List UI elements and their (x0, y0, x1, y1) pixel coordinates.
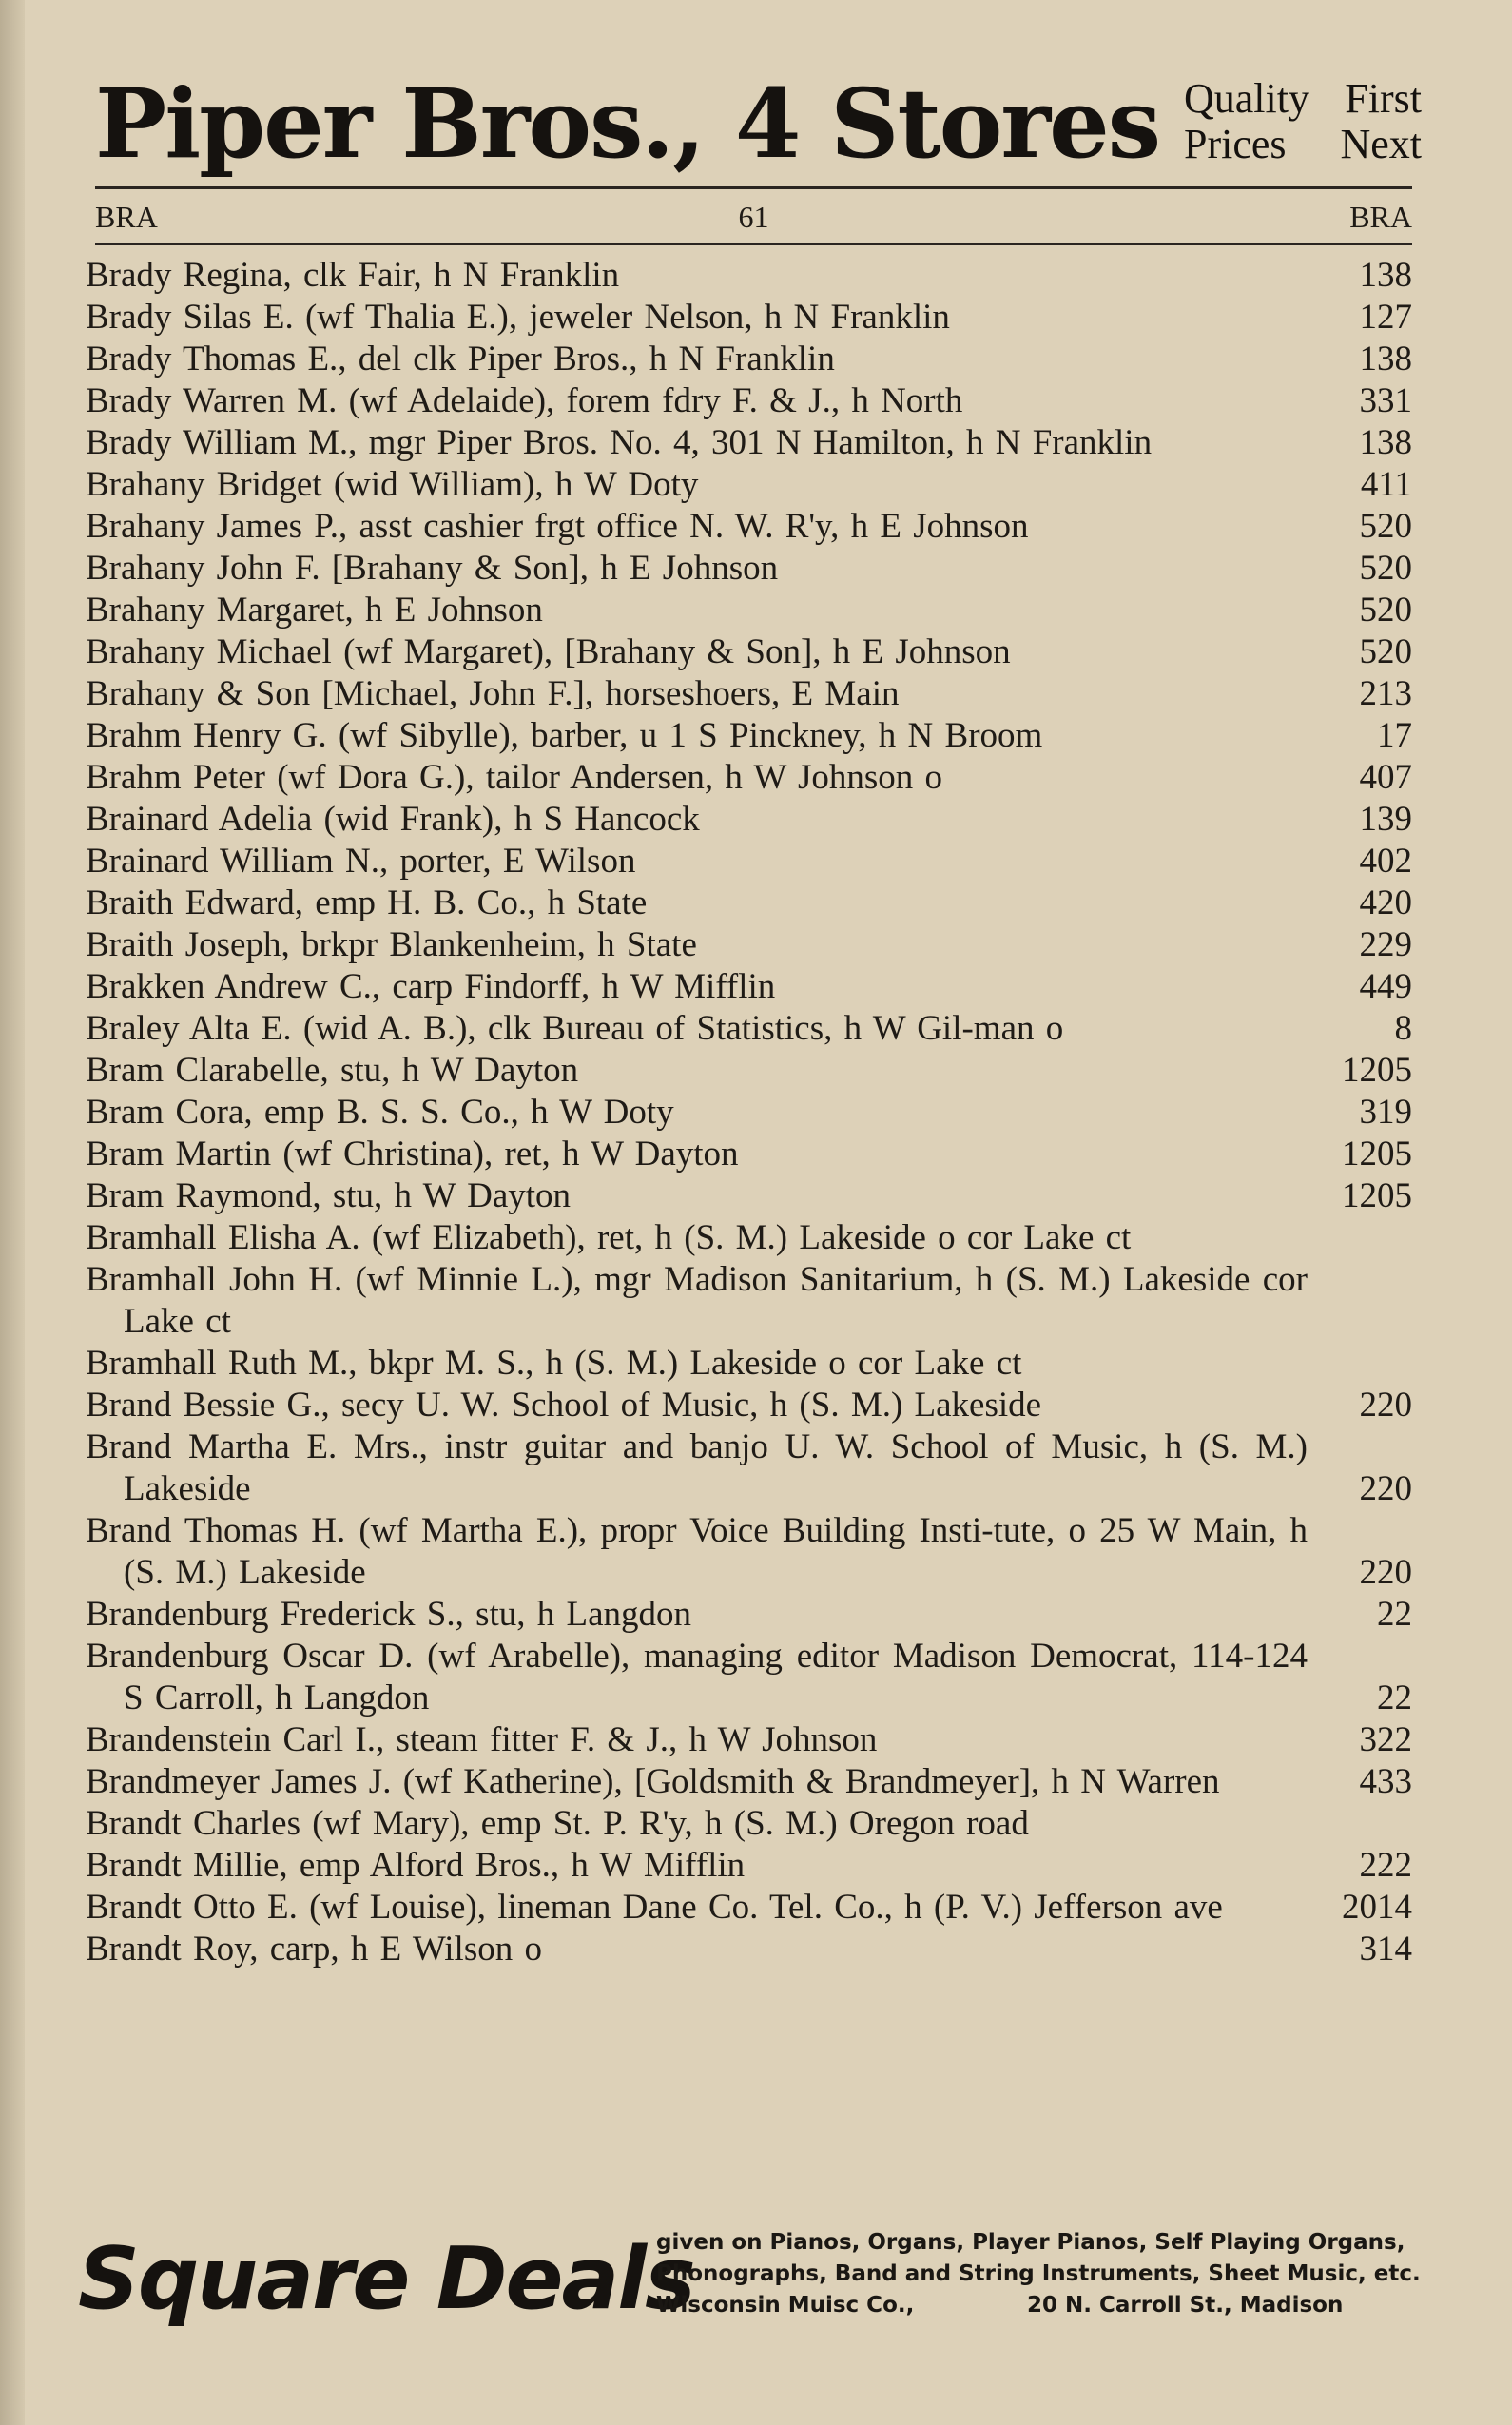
directory-entry (86, 1134, 1412, 1175)
entry-house-number: 402 (1359, 842, 1412, 881)
entry-house-number: 1205 (1342, 1176, 1412, 1215)
directory-entry (86, 590, 1412, 631)
entry-text: Bram Clarabelle, stu, h W Dayton (86, 1051, 579, 1090)
header-ad-title: Piper Bros., 4 Stores (95, 68, 1159, 180)
entry-text: Brady Silas E. (wf Thalia E.), jeweler Nelson, h N Franklin (86, 298, 950, 337)
entry-text: Bramhall John H. (wf Minnie L.), mgr Madison Sanitarium, h (S. M.) Lakeside cor Lake ct (86, 1260, 1308, 1341)
entry-text: Brandt Otto E. (wf Louise), lineman Dane Co. Tel. Co., h (P. V.) Jefferson ave (86, 1888, 1223, 1927)
directory-entry (86, 380, 1412, 422)
entry-house-number: 213 (1359, 674, 1412, 713)
entry-text: Brandenburg Frederick S., stu, h Langdon (86, 1595, 692, 1634)
footer-ad-text (656, 2227, 1421, 2321)
entry-text: Brandmeyer James J. (wf Katherine), [Goldsmith & Brandmeyer], h N Warren (86, 1762, 1220, 1801)
entry-house-number: 520 (1359, 507, 1412, 546)
entry-house-number: 520 (1359, 632, 1412, 671)
footer-ad-slogan: Square Deals (78, 2229, 694, 2329)
motto-word: Prices (1184, 121, 1287, 167)
directory-entry (86, 1217, 1412, 1259)
directory-entry (86, 1929, 1412, 1970)
entry-text: Bram Cora, emp B. S. S. Co., h W Doty (86, 1093, 674, 1132)
directory-entry (86, 1803, 1412, 1845)
entry-text: Brandt Roy, carp, h E Wilson o (86, 1930, 542, 1969)
entry-text: Bramhall Elisha A. (wf Elizabeth), ret, h (S. M.) Lakeside o cor Lake ct (86, 1218, 1132, 1257)
entry-text: Brahany Bridget (wid William), h W Doty (86, 465, 699, 504)
directory-entry (86, 255, 1412, 297)
footer-ad-line-1: given on Pianos, Organs, Player Pianos, Self Playing Organs, (656, 2230, 1405, 2255)
entry-text: Brahany Margaret, h E Johnson (86, 591, 543, 630)
motto-word: Next (1340, 121, 1422, 167)
entry-house-number: 138 (1359, 340, 1412, 378)
entry-text: Brandenburg Oscar D. (wf Arabelle), managing editor Madison Democrat, 114-124 S Carroll, h Langdon (86, 1637, 1308, 1717)
entry-house-number: 322 (1359, 1720, 1412, 1759)
directory-entry (86, 799, 1412, 841)
entry-house-number: 17 (1377, 716, 1412, 755)
entry-house-number: 229 (1359, 925, 1412, 964)
directory-entry (86, 715, 1412, 757)
entry-house-number: 411 (1360, 465, 1412, 504)
entry-text: Brady Warren M. (wf Adelaide), forem fdry F. & J., h North (86, 381, 963, 420)
directory-entry (86, 1175, 1412, 1217)
directory-entry (86, 1510, 1412, 1594)
entry-house-number: 319 (1359, 1093, 1412, 1132)
entry-text: Brainard Adelia (wid Frank), h S Hancock (86, 800, 700, 839)
entry-text: Brahany Michael (wf Margaret), [Brahany & Son], h E Johnson (86, 632, 1011, 671)
directory-entry (86, 631, 1412, 673)
directory-entry (86, 1426, 1412, 1510)
directory-entry (86, 1259, 1412, 1343)
entry-text: Brahany John F. [Brahany & Son], h E Johnson (86, 549, 779, 588)
entry-house-number: 22 (1377, 1595, 1412, 1634)
directory-entry (86, 1385, 1412, 1426)
motto-word: Quality (1184, 75, 1309, 122)
entry-text: Brand Bessie G., secy U. W. School of Music, h (S. M.) Lakeside (86, 1386, 1042, 1425)
entry-house-number: 138 (1359, 256, 1412, 295)
entry-text: Brahany James P., asst cashier frgt office N. W. R'y, h E Johnson (86, 507, 1029, 546)
directory-entry (86, 339, 1412, 380)
entry-house-number: 1205 (1342, 1051, 1412, 1090)
entry-house-number: 420 (1359, 883, 1412, 922)
entry-text: Braley Alta E. (wid A. B.), clk Bureau of Statistics, h W Gil-man o (86, 1009, 1064, 1048)
directory-entry (86, 1008, 1412, 1050)
entry-house-number: 433 (1359, 1762, 1412, 1801)
entry-house-number: 2014 (1342, 1888, 1412, 1927)
entry-text: Bram Martin (wf Christina), ret, h W Dayton (86, 1135, 739, 1174)
footer-ad-company: Wisconsin Muisc Co., (656, 2293, 915, 2318)
directory-entry (86, 1887, 1412, 1929)
entry-house-number: 449 (1359, 967, 1412, 1006)
directory-entry (86, 297, 1412, 339)
entry-text: Braith Edward, emp H. B. Co., h State (86, 883, 648, 922)
entry-text: Brahm Henry G. (wf Sibylle), barber, u 1 S Pinckney, h N Broom (86, 716, 1043, 755)
header-advertisement (95, 67, 1422, 181)
entry-text: Brand Thomas H. (wf Martha E.), propr Voice Building Insti-tute, o 25 W Main, h (S. M.) Lakeside (86, 1511, 1308, 1592)
directory-entry (86, 1050, 1412, 1092)
footer-ad-line-2: Phonographs, Band and String Instruments, Sheet Music, etc. (656, 2261, 1421, 2286)
directory-entry (86, 757, 1412, 799)
entry-house-number: 139 (1359, 800, 1412, 839)
entry-text: Brady William M., mgr Piper Bros. No. 4, 301 N Hamilton, h N Franklin (86, 423, 1153, 462)
entry-house-number: 138 (1359, 423, 1412, 462)
entry-text: Brandt Millie, emp Alford Bros., h W Mifflin (86, 1846, 746, 1885)
entry-house-number: 314 (1359, 1930, 1412, 1969)
directory-entry (86, 548, 1412, 590)
header-rule-top (95, 186, 1412, 189)
entry-text: Brand Martha E. Mrs., instr guitar and banjo U. W. School of Music, h (S. M.) Lakeside (86, 1427, 1308, 1508)
entry-house-number: 22 (1377, 1678, 1412, 1717)
running-head (95, 196, 1412, 238)
page-number: 61 (738, 200, 769, 234)
entry-house-number: 520 (1359, 549, 1412, 588)
entry-house-number: 520 (1359, 591, 1412, 630)
footer-ad-address-line (656, 2290, 1407, 2321)
entry-house-number: 220 (1359, 1469, 1412, 1508)
entry-text: Brahm Peter (wf Dora G.), tailor Andersen, h W Johnson o (86, 758, 943, 797)
directory-entry (86, 1636, 1412, 1719)
directory-entry (86, 1719, 1412, 1761)
header-ad-motto (1184, 76, 1422, 167)
entry-text: Brainard William N., porter, E Wilson (86, 842, 636, 881)
entry-text: Brakken Andrew C., carp Findorff, h W Mifflin (86, 967, 776, 1006)
directory-entries (86, 255, 1412, 1970)
directory-entry (86, 1845, 1412, 1887)
entry-house-number: 407 (1359, 758, 1412, 797)
entry-house-number: 222 (1359, 1846, 1412, 1885)
entry-text: Bram Raymond, stu, h W Dayton (86, 1176, 572, 1215)
directory-entry (86, 966, 1412, 1008)
directory-entry (86, 1594, 1412, 1636)
entry-text: Bramhall Ruth M., bkpr M. S., h (S. M.) Lakeside o cor Lake ct (86, 1344, 1022, 1383)
entry-text: Brahany & Son [Michael, John F.], horseshoers, E Main (86, 674, 900, 713)
entry-house-number: 8 (1394, 1009, 1412, 1048)
directory-entry (86, 1092, 1412, 1134)
directory-entry (86, 464, 1412, 506)
entry-house-number: 127 (1359, 298, 1412, 337)
running-head-left: BRA (95, 200, 158, 234)
entry-text: Brandt Charles (wf Mary), emp St. P. R'y, h (S. M.) Oregon road (86, 1804, 1029, 1843)
entry-text: Brady Regina, clk Fair, h N Franklin (86, 256, 620, 295)
page-spine-shadow (0, 0, 25, 2425)
entry-house-number: 1205 (1342, 1135, 1412, 1174)
directory-entry (86, 924, 1412, 966)
entry-house-number: 220 (1359, 1553, 1412, 1592)
header-rule-bottom (95, 243, 1412, 245)
footer-advertisement (78, 2208, 1421, 2360)
entry-house-number: 331 (1359, 381, 1412, 420)
running-head-right: BRA (1349, 200, 1412, 234)
entry-house-number: 220 (1359, 1386, 1412, 1425)
directory-entry (86, 1761, 1412, 1803)
directory-entry (86, 841, 1412, 883)
footer-ad-address: 20 N. Carroll St., Madison (1027, 2293, 1344, 2318)
entry-text: Braith Joseph, brkpr Blankenheim, h State (86, 925, 697, 964)
motto-word: First (1345, 75, 1422, 122)
directory-entry (86, 673, 1412, 715)
entry-text: Brady Thomas E., del clk Piper Bros., h N Franklin (86, 340, 835, 378)
directory-entry (86, 1343, 1412, 1385)
entry-text: Brandenstein Carl I., steam fitter F. & J., h W Johnson (86, 1720, 878, 1759)
directory-entry (86, 506, 1412, 548)
directory-entry (86, 883, 1412, 924)
directory-entry (86, 422, 1412, 464)
